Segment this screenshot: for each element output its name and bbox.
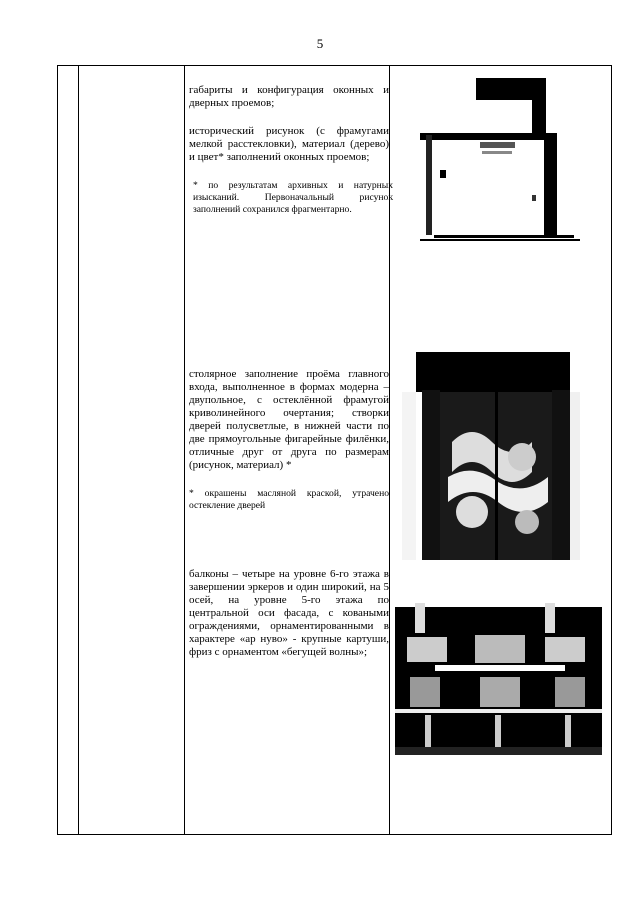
column-divider [78,66,79,834]
cell-text-balconies: балконы – четыре на уровне 6-го этажа в завершении эркеров и один широкий, на 5 осей, на уровне 5-го этажа по центральной оси фасада, с коваными ограждениями, орнаментированными в характере «ар нуво» - крупные картуши, фриз с орнаментом «бегущей волны»; [189,568,389,658]
cell-text-entrance-door: столярное заполнение проёма главного входа, выполненное в формах модерна – двупольное, с остеклённой фрамугой криволинейного очертания; створки дверей полусветлые, в нижней части по две прямоугольные фигарейные филёнки, отличные друг от друга по размерам (рисунок, материал) * [189,368,389,471]
cell-text-historic-pattern: исторический рисунок (с фрамугами мелкой расстекловки), материал (дерево) и цвет* заполнений оконных проемов; [189,125,389,163]
cell-text-window-dimensions: габариты и конфигурация оконных и дверных проемов; [189,84,389,109]
column-divider [184,66,185,834]
photo-entrance-door [402,352,580,560]
cell-note-door-paint: * окрашены масляной краской, утрачено остекление дверей [189,488,389,511]
photo-window-opening [420,75,580,243]
photo-balconies [395,597,602,755]
page-number: 5 [316,36,324,51]
cell-note-archive: * по результатам архивных и натурных изысканий. Первоначальный рисунок заполнений сохранился фрагментарно. [193,180,393,215]
